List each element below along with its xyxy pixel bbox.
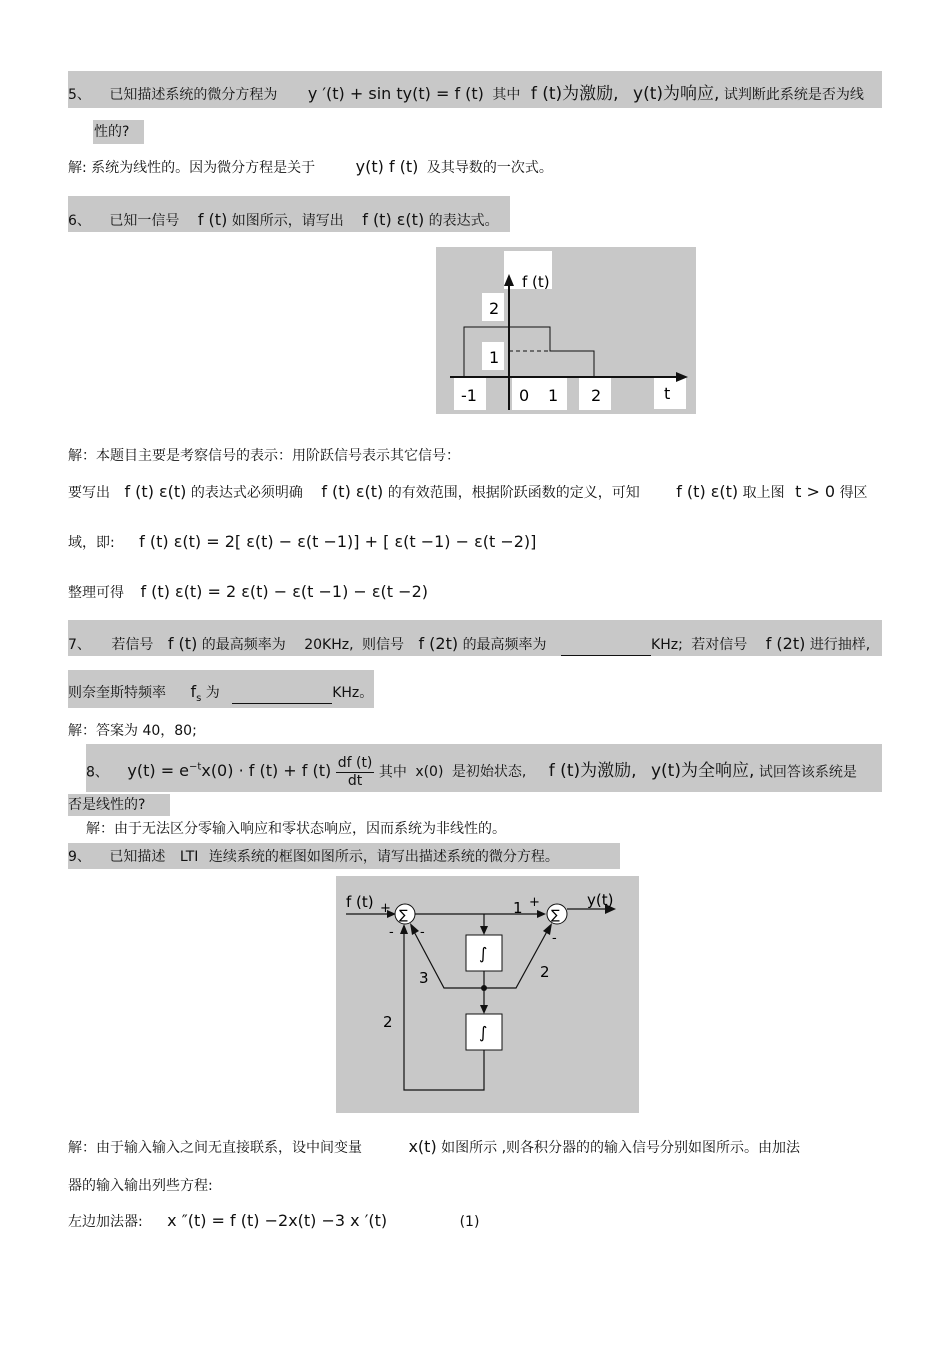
summer-right-sigma: ∑ xyxy=(551,908,560,923)
q5-line-2 xyxy=(94,122,129,142)
summer-left-sigma: ∑ xyxy=(399,908,408,923)
q6-solution-4: 整理可得 f (t) ε(t) = 2 ε(t) − ε(t −1) − ε(t −2) xyxy=(68,582,428,601)
q5-sol-text: 系统为线性的。因为微分方程是关于 xyxy=(91,160,316,176)
tick-2-x: 2 xyxy=(591,386,602,405)
q6-solution-3: 域，即: f (t) ε(t) = 2[ ε(t) − ε(t −1)] + [ ε(t −1) − ε(t −2)] xyxy=(68,532,537,551)
sum-right-plus: + xyxy=(529,895,540,910)
q7-line-2: 则奈奎斯特频率 $f_s$ 为 KHz。 xyxy=(68,682,374,704)
tick-1-y: 1 xyxy=(489,348,500,367)
input-label: f (t) xyxy=(346,893,374,911)
gain-2-left-label: 2 xyxy=(383,1013,393,1031)
q9-line-1: 9、 已知描述 LTI 连续系统的框图如图所示，请写出描述系统的微分方程。 xyxy=(68,849,559,865)
integrator-1-symbol: ∫ xyxy=(479,944,488,963)
q5-response: y(t)为响应, xyxy=(633,84,720,104)
q5-line-1 xyxy=(68,84,864,105)
q5-sol-end: 及其导数的一次式。 xyxy=(426,160,553,176)
q5-solution xyxy=(68,157,553,178)
tick-2-y: 2 xyxy=(489,299,500,318)
q9-solution-2: 器的输入输出列些方程: xyxy=(68,1178,213,1194)
q6-solution-1: 解：本题目主要是考察信号的表示：用阶跃信号表示其它信号： xyxy=(68,448,460,464)
gain-1-label: 1 xyxy=(513,899,523,917)
q5-text-2: 其中 xyxy=(492,87,521,103)
q8-line-2: 否是线性的? xyxy=(68,797,146,813)
q6-solution-2: 要写出 f (t) ε(t) 的表达式必须明确 f (t) ε(t) 的有效范围，根据阶跃函数的定义，可知 f (t) ε(t) 取上图 t > 0 得区 xyxy=(68,482,868,501)
q5-number: 5、 xyxy=(68,87,91,103)
sum-left-minus-2: - xyxy=(420,925,425,940)
sum-left-minus-1: - xyxy=(389,925,394,940)
q6-line-1 xyxy=(68,210,499,231)
gain-2-right-label: 2 xyxy=(540,963,550,981)
q6-text-3: 的表达式。 xyxy=(428,213,499,229)
q9-solution-3: 左边加法器: x ″(t) = f (t) −2x(t) −3 x ′(t) (1) xyxy=(68,1211,480,1230)
q8-line-1: 8、 $y(t) = e^{-t}x(0) \cdot f$ (t) + f (t) $\frac{df (t)}{dt}$ 其中 x(0) 是初始状态, f (t)为激励, y(t)为全响应, 试回答该系统是 xyxy=(86,754,857,789)
gain-3-label: 3 xyxy=(419,969,429,987)
q6-text-1: 已知一信号 xyxy=(109,213,180,229)
q6-fte: f (t) ε(t) xyxy=(362,210,425,229)
y-axis-label: f (t) xyxy=(522,273,550,291)
q5-equation: y ′(t) + sin ty(t) = f (t) xyxy=(307,84,484,103)
tick-1-x: 1 xyxy=(548,386,559,405)
q9-block-diagram xyxy=(336,876,639,1113)
output-label: y(t) xyxy=(587,891,614,909)
q6-number: 6、 xyxy=(68,213,91,229)
sum-right-minus: - xyxy=(552,931,557,946)
q7-blank-1[interactable] xyxy=(561,635,651,656)
q7-blank-2[interactable] xyxy=(232,683,332,704)
q6-ft: f (t) xyxy=(197,210,228,229)
integrator-2-symbol: ∫ xyxy=(479,1023,488,1042)
q5-sol-vars: y(t) f (t) xyxy=(355,157,419,176)
q9-solution-1: 解：由于输入输入之间无直接联系，设中间变量 x(t) 如图所示 ,则各积分器的的输入信号分别如图所示。由加法 xyxy=(68,1137,801,1156)
q8-fraction: $\frac{df (t)}{dt}$ xyxy=(337,754,373,789)
q5-excitation: f (t)为激励, xyxy=(530,84,619,104)
q5-text-3: 试判断此系统是否为线 xyxy=(723,87,864,103)
tick-0: 0 xyxy=(519,386,530,405)
q7-line-1: 7、 若信号 f (t) 的最高频率为 20KHz, 则信号 f (2t) 的最高频率为 KHz; 若对信号 f (2t) 进行抽样, xyxy=(68,634,870,656)
q5-text-1: 已知描述系统的微分方程为 xyxy=(109,87,278,103)
q5-text-4: 性的? xyxy=(94,124,130,140)
q6-signal-figure xyxy=(436,247,696,414)
q5-sol-label: 解: xyxy=(68,160,87,176)
q8-solution: 解：由于无法区分零输入响应和零状态响应，因而系统为非线性的。 xyxy=(86,821,506,837)
sum-left-plus: + xyxy=(380,901,391,916)
tick-minus1: -1 xyxy=(461,386,477,405)
q7-solution: 解：答案为 40，80; xyxy=(68,723,197,739)
t-axis-label: t xyxy=(664,384,671,403)
q6-text-2: 如图所示，请写出 xyxy=(231,213,344,229)
